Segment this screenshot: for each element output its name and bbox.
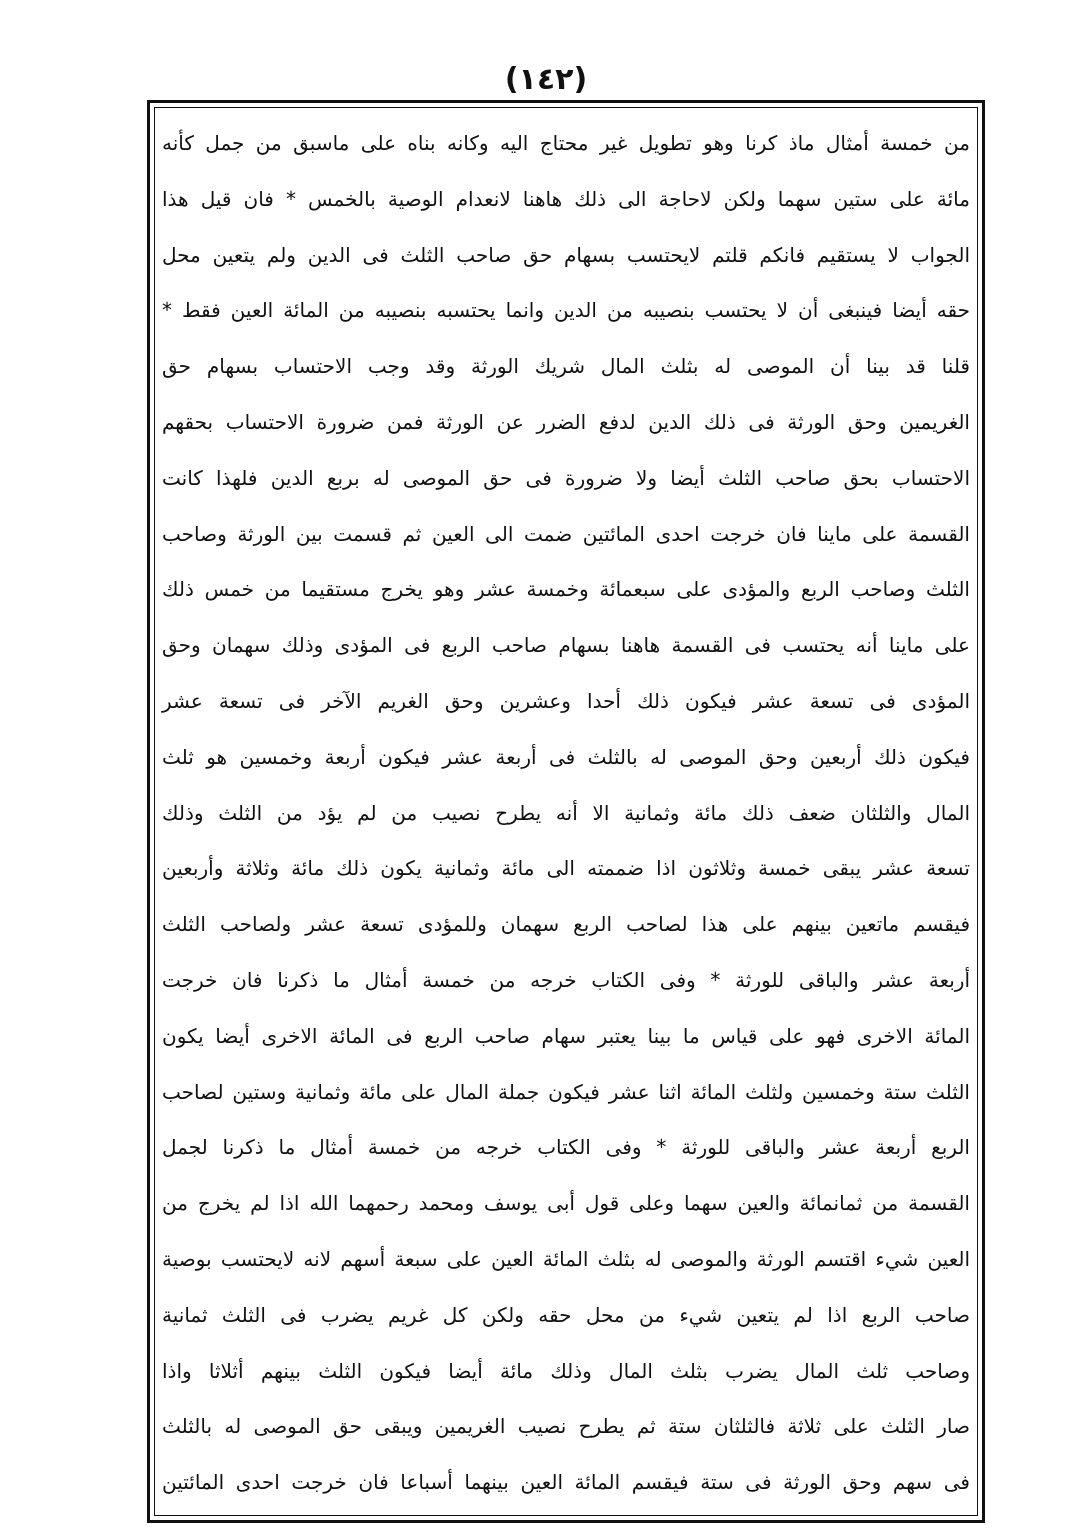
text-line: القسمة من ثمانمائة والعين سهما وعلى قول أبى يوسف ومحمد رحمهما الله اذا لم يخرج من [162,1191,970,1216]
text-line: أربعة عشر والباقى للورثة * وفى الكتاب خرجه من خمسة أمثال ما ذكرنا فان خرجت [162,967,970,992]
text-line: فى سهم وحق الورثة فى ستة فيقسم المائة العين بينهما أسباعا فان خرجت احدى المائتين [162,1470,970,1495]
text-line: حقه أيضا فينبغى أن لا يحتسب بنصيبه من الدين وانما يحتسبه بنصيبه من المائة العين فقط * [162,298,970,323]
text-line: الغريمين وحق الورثة فى ذلك الدين لدفع الضرر عن الورثة فمن ضرورة الاحتساب بحقهم [162,409,970,434]
text-line: العين شيء اقتسم الورثة والموصى له بثلث المائة العين على سبعة أسهم لانه لايحتسب بوصية [162,1246,970,1271]
text-line: فيكون ذلك أربعين وحق الموصى له بالثلث فى أربعة عشر فيكون أربعة وخمسين هو ثلث [162,744,970,769]
text-line: الثلث ستة وخمسين ولثلث المائة اثنا عشر فيكون جملة المال على مائة وثمانية وستين لصاحب [162,1079,970,1104]
text-line: القسمة على ماينا فان خرجت احدى المائتين ضمت الى العين ثم قسمت بين الورثة وصاحب [162,521,970,546]
text-line: فيقسم ماتعين بينهم على هذا لصاحب الربع سهمان وللمؤدى تسعة عشر ولصاحب الثلث [162,912,970,937]
text-line: الاحتساب بحق صاحب الثلث أيضا ولا ضرورة فى حق الموصى له بربع الدين فلهذا كانت [162,465,970,490]
text-line: على ماينا أنه يحتسب فى القسمة هاهنا بسهام صاحب الربع فى المؤدى وذلك سهمان وحق [162,633,970,658]
text-line: المائة الاخرى فهو على قياس ما بينا يعتبر سهام صاحب الربع فى المائة الاخرى أيضا يكون [162,1023,970,1048]
text-line: الجواب لا يستقيم فانكم قلتم لايحتسب بسهام حق صاحب الثلث فى الدين ولم يتعين محل [162,242,970,267]
text-line: المال والثلثان ضعف ذلك مائة وثمانية الا أنه يطرح نصيب من لم يؤد من الثلث وذلك [162,800,970,825]
text-line: الثلث وصاحب الربع والمؤدى على سبعمائة وخمسة عشر وهو يخرج مستقيما من خمس ذلك [162,577,970,602]
text-line: قلنا قد بينا أن الموصى له بثلث المال شريك الورثة وقد وجب الاحتساب بسهام حق [162,354,970,379]
text-line: صار الثلث على ثلاثة فالثلثان ستة ثم يطرح نصيب الغريمين ويبقى حق الموصى له بالثلث [162,1414,970,1439]
text-line: صاحب الربع اذا لم يتعين شيء من محل حقه ولكن كل غريم يضرب فى الثلث ثمانية [162,1302,970,1327]
text-line: وصاحب ثلث المال يضرب بثلث المال وذلك مائة أيضا فيكون الثلث بينهم أثلاثا واذا [162,1358,970,1383]
text-block [158,116,974,1512]
text-line: المؤدى فى تسعة عشر فيكون ذلك أحدا وعشرين وحق الغريم الآخر فى تسعة عشر [162,688,970,713]
text-line: مائة على ستين سهما ولكن لاحاجة الى ذلك هاهنا لانعدام الوصية بالخمس * فان قيل هذا [162,186,970,211]
text-line: الربع أربعة عشر والباقى للورثة * وفى الكتاب خرجه من خمسة أمثال ما ذكرنا لجمل [162,1135,970,1160]
text-line: من خمسة أمثال ماذ كرنا وهو تطويل غير محتاج اليه وكانه بناه على ماسبق من جمل كأنه [162,131,970,155]
text-line: تسعة عشر يبقى خمسة وثلاثون اذا ضممته الى مائة وثمانية يكون ذلك مائة وثلاثة وأربعين [162,856,970,881]
page-number: (١٤٢) [504,62,588,97]
